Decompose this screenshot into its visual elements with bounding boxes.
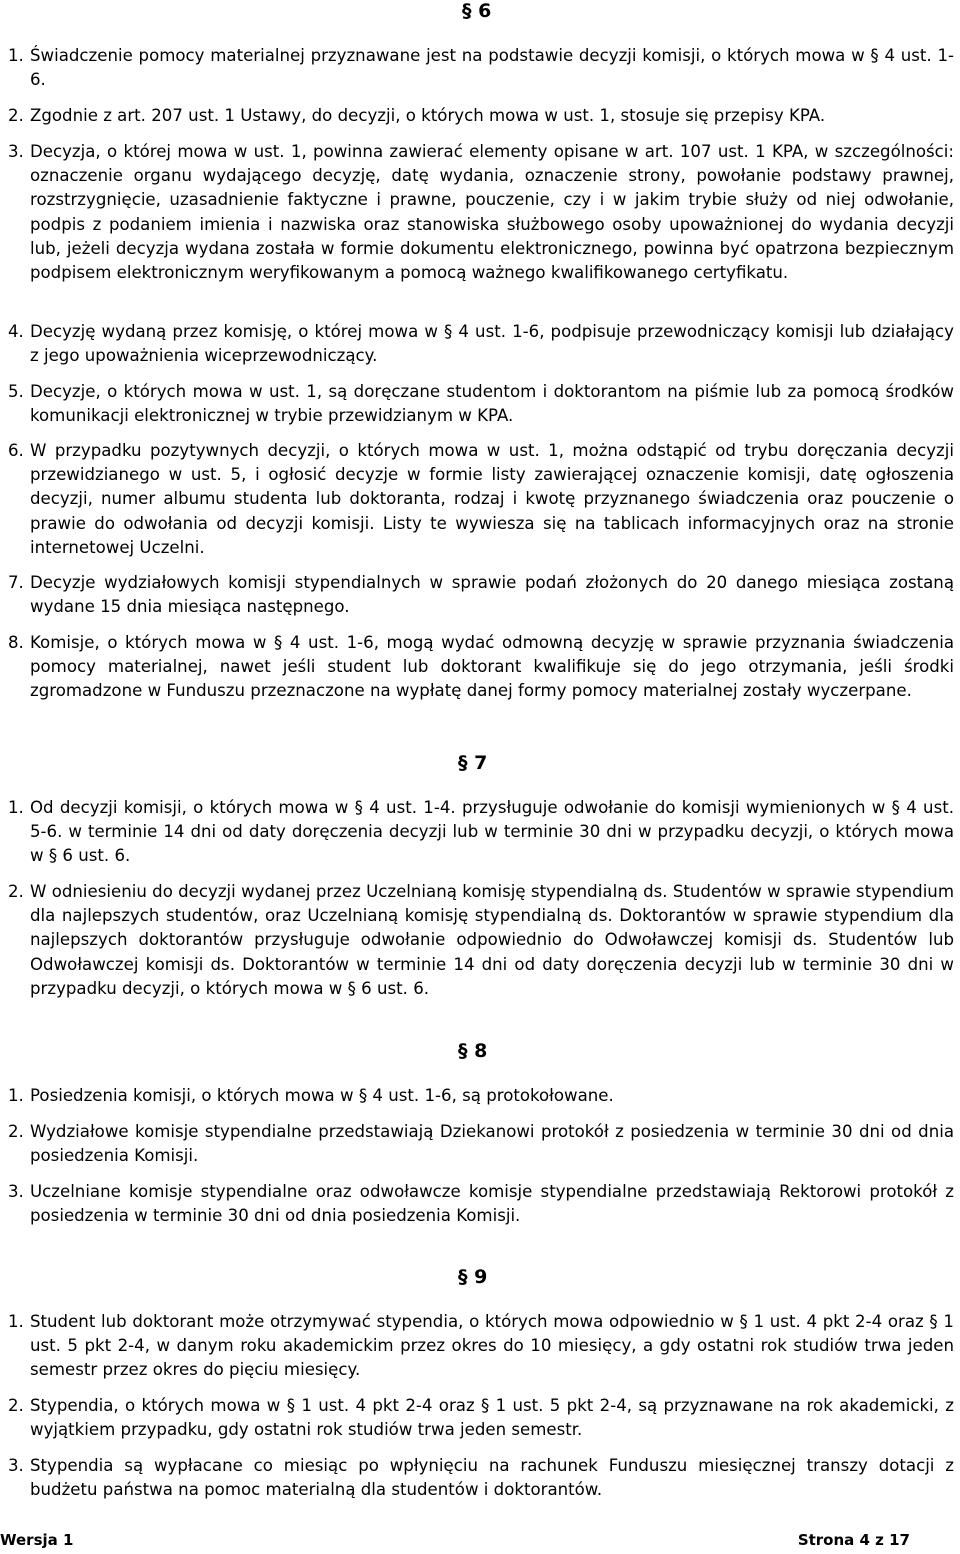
- footer-version: Wersja 1: [0, 1531, 74, 1549]
- item-number: 1.: [8, 46, 24, 65]
- section-heading-7: § 7: [458, 752, 488, 774]
- item-text: Stypendia, o których mowa w § 1 ust. 4 pkt 2-4 oraz § 1 ust. 5 pkt 2-4, są przyznawane na rok akademicki, z wyjątkiem przypadku, gdy ostatni rok studiów trwa jeden semestr.: [30, 1396, 954, 1440]
- item-number: 3.: [8, 1182, 24, 1201]
- section-heading-6: § 6: [462, 0, 492, 22]
- item-number: 1.: [8, 1312, 24, 1331]
- paragraph-6-3: [8, 140, 954, 285]
- item-number: 5.: [8, 382, 24, 401]
- paragraph-6-6: [8, 439, 954, 560]
- paragraph-9-3: [8, 1454, 954, 1502]
- item-number: 7.: [8, 573, 24, 592]
- item-text: Uczelniane komisje stypendialne oraz odwoławcze komisje stypendialne przedstawiają Rektorowi protokół z posiedzenia w terminie 30 dni od dnia posiedzenia Komisji.: [30, 1182, 954, 1226]
- footer-page-number: Strona 4 z 17: [797, 1531, 910, 1549]
- item-text: Od decyzji komisji, o których mowa w § 4 ust. 1-4. przysługuje odwołanie do komisji wymienionych w § 4 ust. 5-6. w terminie 14 dni od daty doręczenia decyzji lub w terminie 30 dni w przypadku decyzji, o których mowa w § 6 ust. 6.: [30, 798, 954, 866]
- item-number: 6.: [8, 441, 24, 460]
- item-text: Stypendia są wypłacane co miesiąc po wpłynięciu na rachunek Funduszu miesięcznej transzy dotacji z budżetu państwa na pomoc materialną dla studentów i doktorantów.: [30, 1456, 954, 1500]
- item-text: Zgodnie z art. 207 ust. 1 Ustawy, do decyzji, o których mowa w ust. 1, stosuje się przepisy KPA.: [30, 106, 826, 125]
- item-text: Decyzje, o których mowa w ust. 1, są doręczane studentom i doktorantom na piśmie lub za pomocą środków komunikacji elektronicznej w trybie przewidzianym w KPA.: [30, 382, 954, 426]
- item-text: Posiedzenia komisji, o których mowa w § 4 ust. 1-6, są protokołowane.: [30, 1086, 614, 1105]
- item-number: 3.: [8, 142, 24, 161]
- section-heading-9: § 9: [458, 1266, 488, 1288]
- paragraph-8-2: [8, 1120, 954, 1168]
- item-number: 3.: [8, 1456, 24, 1475]
- paragraph-7-1: [8, 796, 954, 869]
- paragraph-9-1: [8, 1310, 954, 1383]
- item-text: W przypadku pozytywnych decyzji, o których mowa w ust. 1, można odstąpić od trybu doręczania decyzji przewidzianego w ust. 5, i ogłosić decyzje w formie listy zawierającej oznaczenie komisji, datę ogłoszenia decyzji, numer albumu studenta lub doktoranta, rodzaj i kwotę przyznanego świadczenia oraz pouczenie o prawie do odwołania od decyzji komisji. Listy te wywiesza się na tablicach informacyjnych oraz na stronie internetowej Uczelni.: [30, 441, 954, 557]
- item-text: Decyzja, o której mowa w ust. 1, powinna zawierać elementy opisane w art. 107 ust. 1 KPA, w szczególności: oznaczenie organu wydającego decyzję, datę wydania, oznaczenie strony, powołanie podstawy prawnej, rozstrzygnięcie, uzasadnienie faktyczne i prawne, pouczenie, czy i w jakim trybie służy od niej odwołanie, podpis z podaniem imienia i nazwiska oraz stanowiska służbowego osoby upoważnionej do wydania decyzji lub, jeżeli decyzja wydana została w formie dokumentu elektronicznego, powinna być opatrzona bezpiecznym podpisem elektronicznym weryfikowanym a pomocą ważnego kwalifikowanego certyfikatu.: [30, 142, 954, 283]
- item-text: Decyzje wydziałowych komisji stypendialnych w sprawie podań złożonych do 20 danego miesiąca zostaną wydane 15 dnia miesiąca następnego.: [30, 573, 954, 617]
- item-text: Decyzję wydaną przez komisję, o której mowa w § 4 ust. 1-6, podpisuje przewodniczący komisji lub działający z jego upoważnienia wiceprzewodniczący.: [30, 322, 954, 366]
- paragraph-9-2: [8, 1394, 954, 1442]
- item-number: 1.: [8, 798, 24, 817]
- paragraph-6-4: [8, 320, 954, 368]
- item-text: W odniesieniu do decyzji wydanej przez Uczelnianą komisję stypendialną ds. Studentów w sprawie stypendium dla najlepszych studentów, oraz Uczelnianą komisję stypendialną ds. Doktorantów w sprawie stypendium dla najlepszych doktorantów przysługuje odwołanie odpowiednio do Odwoławczej komisji ds. Studentów lub Odwoławczej komisji ds. Doktorantów w terminie 14 dni od daty doręczenia decyzji lub w terminie 30 dni w przypadku decyzji, o których mowa w § 6 ust. 6.: [30, 882, 954, 998]
- paragraph-6-2: [8, 104, 954, 128]
- item-number: 1.: [8, 1086, 24, 1105]
- paragraph-6-7: [8, 571, 954, 619]
- paragraph-6-8: [8, 631, 954, 704]
- paragraph-6-5: [8, 380, 954, 428]
- paragraph-8-3: [8, 1180, 954, 1228]
- section-heading-8: § 8: [458, 1040, 488, 1062]
- item-number: 2.: [8, 1396, 24, 1415]
- item-text: Wydziałowe komisje stypendialne przedstawiają Dziekanowi protokół z posiedzenia w terminie 30 dni od dnia posiedzenia Komisji.: [30, 1122, 954, 1166]
- paragraph-7-2: [8, 880, 954, 1001]
- item-number: 4.: [8, 322, 24, 341]
- item-number: 2.: [8, 882, 24, 901]
- item-text: Komisje, o których mowa w § 4 ust. 1-6, mogą wydać odmowną decyzję w sprawie przyznania świadczenia pomocy materialnej, nawet jeśli student lub doktorant kwalifikuje się do jego otrzymania, jeśli środki zgromadzone w Funduszu przeznaczone na wypłatę danej formy pomocy materialnej zostały wyczerpane.: [30, 633, 954, 701]
- item-number: 2.: [8, 106, 24, 125]
- item-number: 2.: [8, 1122, 24, 1141]
- paragraph-8-1: [8, 1084, 954, 1108]
- item-text: Student lub doktorant może otrzymywać stypendia, o których mowa odpowiednio w § 1 ust. 4 pkt 2-4 oraz § 1 ust. 5 pkt 2-4, w danym roku akademickim przez okres do 10 miesięcy, a gdy ostatni rok studiów trwa jeden semestr przez okres do pięciu miesięcy.: [30, 1312, 954, 1380]
- item-text: Świadczenie pomocy materialnej przyznawane jest na podstawie decyzji komisji, o których mowa w § 4 ust. 1-6.: [30, 46, 954, 90]
- paragraph-6-1: [8, 44, 954, 92]
- item-number: 8.: [8, 633, 24, 652]
